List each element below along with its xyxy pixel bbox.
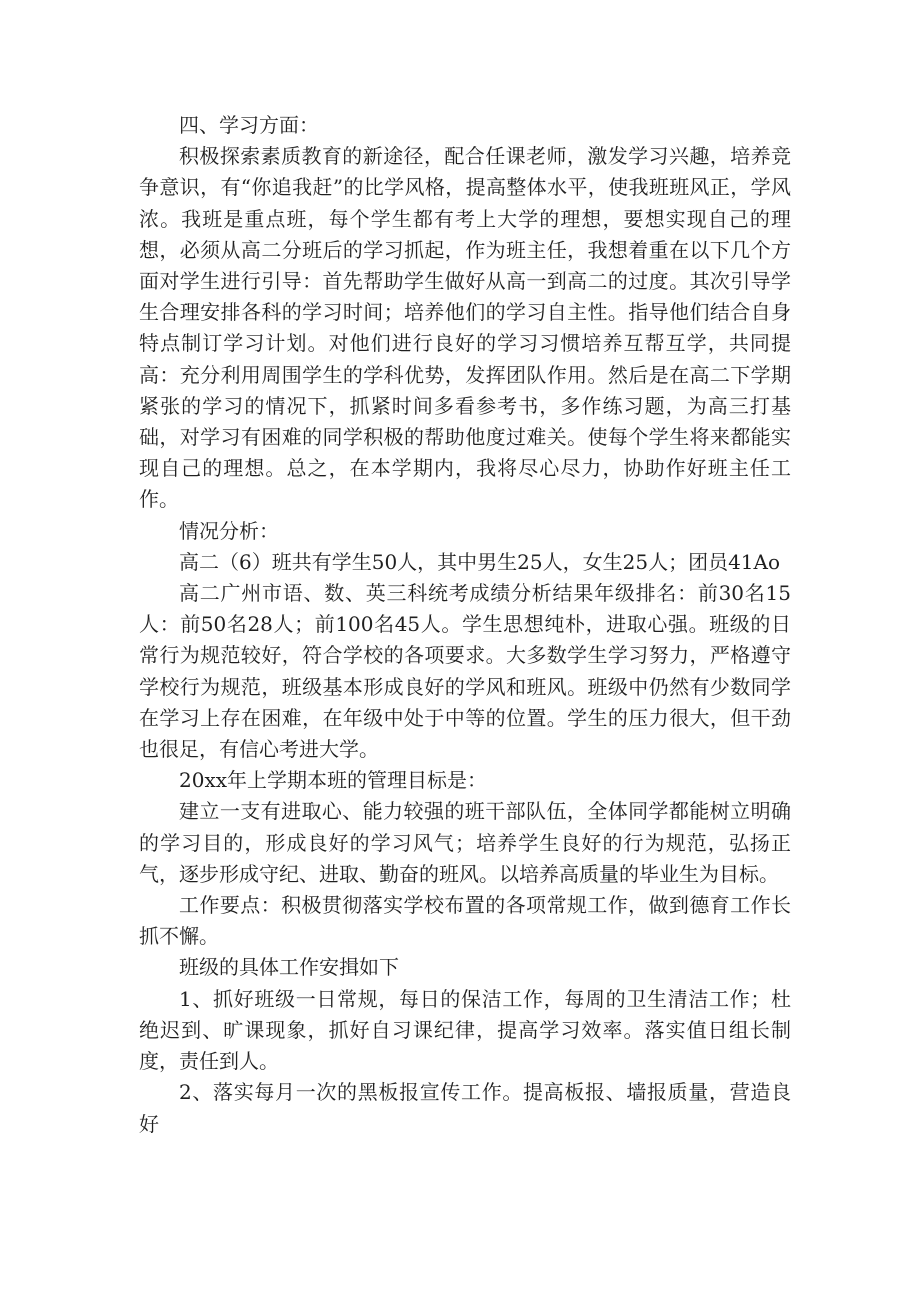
section-heading-situation: 情况分析： xyxy=(179,518,279,543)
section-heading-study: 四、学习方面： xyxy=(179,113,319,137)
document-page xyxy=(139,110,791,1140)
section-heading-arrangements: 班级的具体工作安揖如下 xyxy=(179,955,399,980)
paragraph-goals: 建立一支有进取心、能力较强的班干部队伍，全体同学都能树立明确的学习目的，形成良好的学习风气；培养学生良好的行为规范，弘扬正气，逐步形成守纪、进取、勤奋的班风。以培养高质量的毕业生为目标。 xyxy=(139,799,791,886)
list-item-blackboard: 2、落实每月一次的黑板报宣传工作。提高板报、墙报质量，营造良好 xyxy=(139,1080,791,1136)
section-heading-goals: 20xx年上学期本班的管理目标是： xyxy=(179,768,488,793)
paragraph-study-approach: 积极探索素质教育的新途径，配合任课老师，激发学习兴趣，培养竞争意识，有“你追我赶”的比学风格，提高整体水平，使我班班风正，学风浓。我班是重点班，每个学生都有考上大学的理想，要想实现自己的理想，必须从高二分班后的学习抓起，作为班主任，我想着重在以下几个方面对学生进行引导：首先帮助学生做好从高一到高二的过度。其次引导学生合理安排各科的学习时间；培养他们的学习自主性。指导他们结合自身特点制订学习计划。对他们进行良好的学习习惯培养互帮互学，共同提高：充分利用周围学生的学科优势，发挥团队作用。然后是在高二下学期紧张的学习的情况下，抓紧时间多看参考书，多作练习题，为高三打基础，对学习有困难的同学积极的帮助他度过难关。使每个学生将来都能实现自己的理想。总之，在本学期内，我将尽心尽力，协助作好班主任工作。 xyxy=(139,144,791,512)
list-item-daily-routine: 1、抓好班级一日常规，每日的保洁工作，每周的卫生清洁工作；杜绝迟到、旷课现象，抓好自习课纪律，提高学习效率。落实值日组长制度，责任到人。 xyxy=(139,986,791,1074)
paragraph-exam-ranking: 高二广州市语、数、英三科统考成绩分析结果年级排名：前30名15人：前50名28人；前100名45人。学生思想纯朴，进取心强。班级的日常行为规范较好，符合学校的各项要求。大多数学生学习努力，严格遵守学校行为规范，班级基本形成良好的学风和班风。班级中仍然有少数同学在学习上存在困难，在年级中处于中等的位置。学生的压力很大，但干劲也很足，有信心考进大学。 xyxy=(139,581,791,762)
paragraph-class-size: 高二（6）班共有学生50人，其中男生25人，女生25人；团员41Ao xyxy=(179,549,781,574)
paragraph-work-points: 工作要点：积极贯彻落实学校布置的各项常规工作，做到德育工作长抓不懈。 xyxy=(139,893,791,949)
